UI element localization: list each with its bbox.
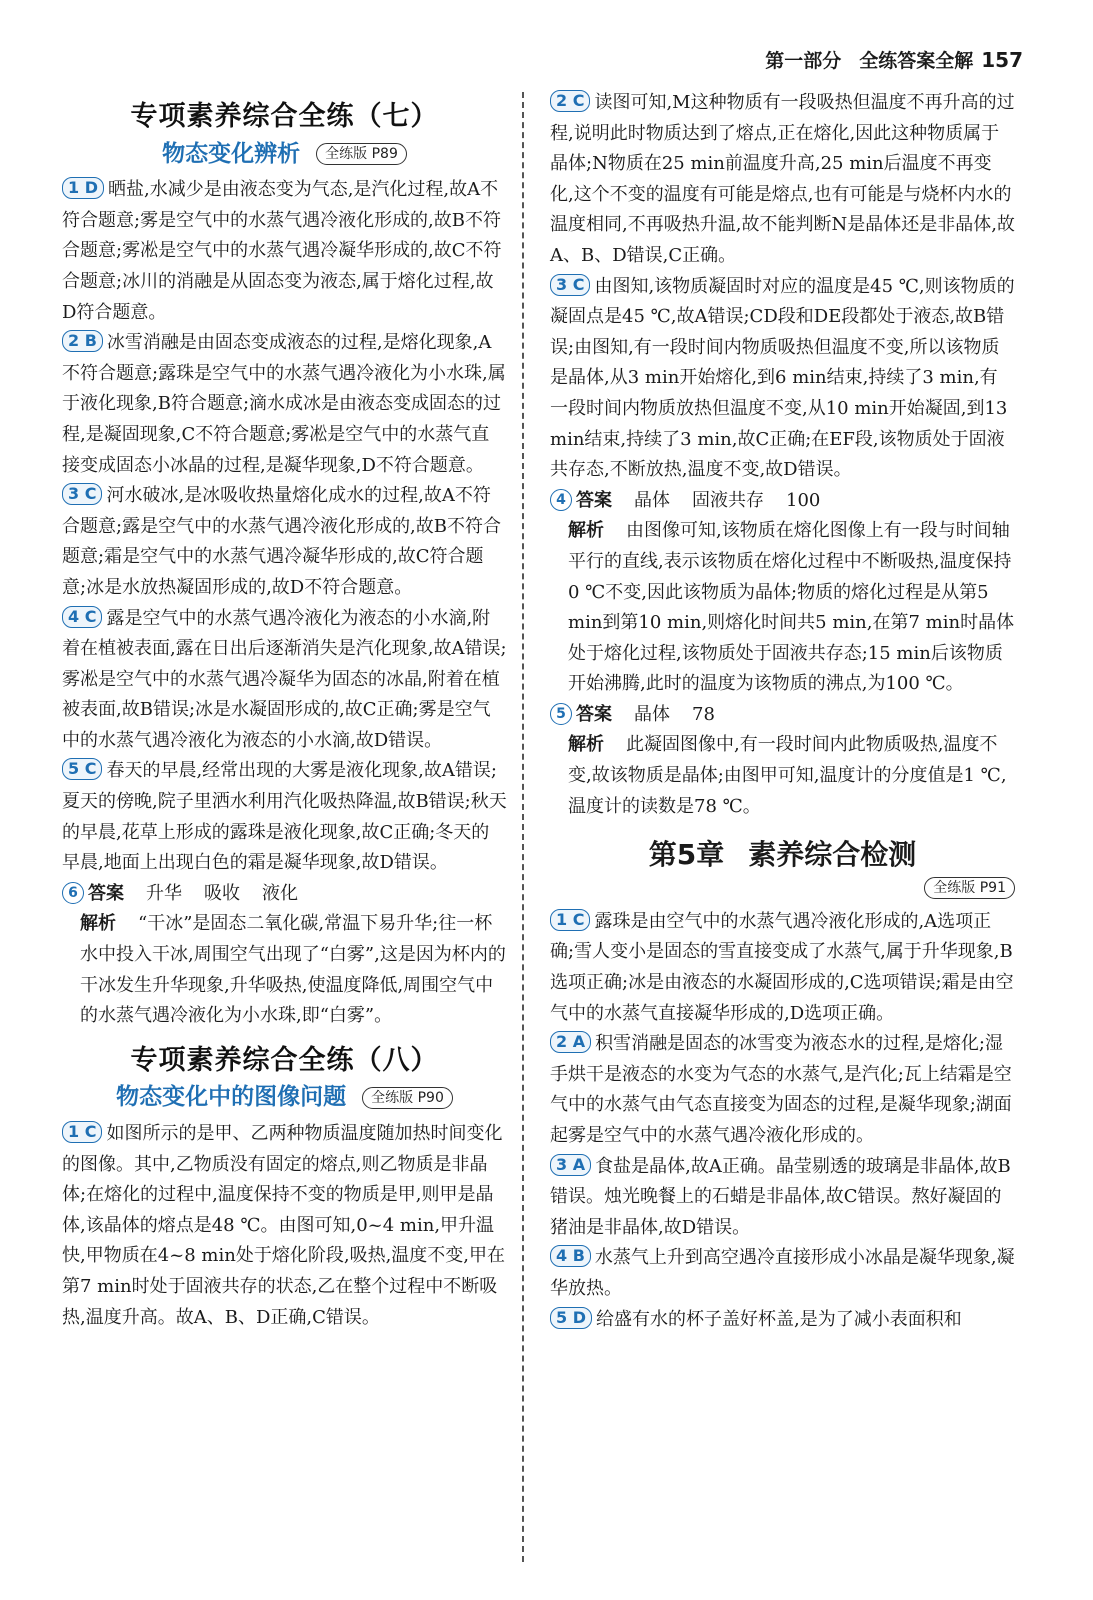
chapter-name: 素养综合检测	[748, 838, 917, 872]
answer-text: 水蒸气上升到高空遇冷直接形成小冰晶是凝华现象,凝华放热。	[550, 1247, 1015, 1299]
explanation-label: 解析	[568, 734, 604, 756]
answer-item-6	[62, 879, 507, 1032]
answer-badge: 4 B	[550, 1245, 591, 1267]
answer-badge: 2 B	[62, 330, 103, 352]
subtitle-row-2	[62, 1082, 507, 1113]
answer-item	[550, 1152, 1015, 1244]
ref-badge-2: 全练版 P90	[362, 1087, 453, 1109]
column-divider	[522, 92, 524, 1562]
answer-item-5	[550, 700, 1015, 822]
answer-badge: 2 A	[550, 1031, 591, 1053]
chapter-number: 第5章	[648, 838, 725, 872]
answer-badge: 5 D	[550, 1307, 592, 1329]
answer-value: 固液共存	[692, 489, 764, 511]
answer-value: 晶体	[634, 489, 670, 511]
ref-badge-1: 全练版 P89	[316, 143, 407, 165]
answer-text: 如图所示的是甲、乙两种物质温度随加热时间变化的图像。其中,乙物质没有固定的熔点,则乙物质是非晶体;在熔化的过程中,温度保持不变的物质是甲,则甲是晶体,该晶体的熔点是48 ℃。由图可知,0~4 min,甲升温快,甲物质在4~8 min处于熔化阶段,吸热,温度不变,甲在第7 min时处于固液共存的状态,乙在整个过程中不断吸热,温度升高。故A、B、D正确,C错误。	[62, 1123, 506, 1328]
answer-badge: 3 A	[550, 1154, 591, 1176]
page-number: 157	[981, 48, 1023, 72]
answer-badge: 2 C	[550, 90, 590, 112]
header-section: 第一部分	[765, 50, 842, 72]
answer-text: 露是空气中的水蒸气遇冷液化为液态的小水滴,附着在植被表面,露在日出后逐渐消失是汽化现象,故A错误;雾凇是空气中的水蒸气遇冷凝华为固态的冰晶,附着在植被表面,故B错误;冰是水凝固形成的,故C正确;雾是空气中的水蒸气遇冷液化为液态的小水滴,故D错误。	[62, 607, 507, 751]
answer-text: 读图可知,M这种物质有一段吸热但温度不再升高的过程,说明此时物质达到了熔点,正在熔化,因此这种物质属于晶体;N物质在25 min前温度升高,25 min后温度不再变化,这个不变的温度有可能是熔点,也有可能是与烧杯内水的温度相同,不再吸热升温,故不能判断N是晶体还是非晶体,故A、B、D错误,C正确。	[550, 92, 1015, 266]
answer-value: 升华	[146, 882, 182, 904]
chapter-title	[550, 840, 1015, 871]
answer-item	[550, 88, 1015, 272]
answer-badge: 1 D	[62, 177, 104, 199]
question-number: 4	[550, 489, 572, 511]
page-header	[765, 46, 1023, 73]
answer-item	[550, 1243, 1015, 1304]
answer-item	[62, 756, 507, 878]
answer-text: 给盛有水的杯子盖好杯盖,是为了减小表面积和	[595, 1308, 962, 1330]
explanation-label: 解析	[80, 913, 116, 935]
answer-value: 晶体	[634, 703, 670, 725]
question-number: 5	[550, 703, 572, 725]
answer-item	[550, 907, 1015, 1029]
answer-text: 露珠是由空气中的水蒸气遇冷液化形成的,A选项正确;雪人变小是固态的雪直接变成了水蒸气,属于升华现象,B选项正确;冰是由液态的水凝固形成的,C选项错误;霜是由空气中的水蒸气直接凝华形成的,D选项正确。	[550, 910, 1014, 1024]
answer-item	[62, 1119, 507, 1333]
explanation-text: “干冰”是固态二氧化碳,常温下易升华;往一杯水中投入干冰,周围空气出现了“白雾”,这是因为杯内的干冰发生升华现象,升华吸热,使温度降低,周围空气中的水蒸气遇冷液化为小水珠,即“白雾”。	[80, 913, 506, 1027]
subtitle-1: 物态变化辨析	[162, 140, 301, 167]
explanation-label: 解析	[568, 520, 604, 542]
answer-item	[62, 175, 507, 328]
ref-row-3	[550, 877, 1015, 899]
answer-badge: 5 C	[62, 758, 102, 780]
answer-badge: 1 C	[62, 1121, 102, 1143]
answer-text: 由图知,该物质凝固时对应的温度是45 ℃,则该物质的凝固点是45 ℃,故A错误;CD段和DE段都处于液态,故B错误;由图知,有一段时间内物质吸热但温度不变,所以该物质是晶体,从3 min开始熔化,到6 min结束,持续了3 min,有一段时间内物质放热但温度不变,从10 min开始凝固,到13 min结束,持续了3 min,故C正确;在EF段,该物质处于固液共存态,不断放热,温度不变,故D错误。	[550, 275, 1015, 481]
answer-text: 河水破冰,是冰吸收热量熔化成水的过程,故A不符合题意;露是空气中的水蒸气遇冷液化形成的,故B不符合题意;霜是空气中的水蒸气遇冷凝华形成的,故C符合题意;冰是水放热凝固形成的,故D不符合题意。	[62, 485, 502, 598]
section-title-7: 专项素养综合全练（七）	[130, 101, 439, 132]
answer-label: 答案	[576, 489, 612, 511]
answer-label: 答案	[576, 703, 612, 725]
answer-label: 答案	[88, 882, 124, 904]
answer-text: 晒盐,水减少是由液态变为气态,是汽化过程,故A不符合题意;雾是空气中的水蒸气遇冷液化形成的,故B不符合题意;雾凇是空气中的水蒸气遇冷凝华形成的,故C不符合题意;冰川的消融是从固态变为液态,属于熔化过程,故D符合题意。	[62, 179, 502, 323]
left-column	[62, 88, 507, 1333]
answer-item-4	[550, 486, 1015, 700]
answer-text: 春天的早晨,经常出现的大雾是液化现象,故A错误;夏天的傍晚,院子里洒水利用汽化吸热降温,故B错误;秋天的早晨,花草上形成的露珠是液化现象,故C正确;冬天的早晨,地面上出现白色的霜是凝华现象,故D错误。	[62, 760, 507, 874]
answer-badge: 3 C	[62, 483, 102, 505]
answer-item	[550, 272, 1015, 486]
answer-item	[550, 1029, 1015, 1151]
answer-text: 积雪消融是固态的冰雪变为液态水的过程,是熔化;湿手烘干是液态的水变为气态的水蒸气,是汽化;瓦上结霜是空气中的水蒸气由气态直接变为固态的过程,是凝华现象;湖面起雾是空气中的水蒸气遇冷液化形成的。	[550, 1033, 1012, 1146]
answer-value: 液化	[262, 882, 298, 904]
question-number: 6	[62, 882, 84, 904]
right-column	[550, 88, 1015, 1335]
subtitle-2: 物态变化中的图像问题	[116, 1084, 347, 1111]
answer-item	[62, 604, 507, 757]
answer-text: 食盐是晶体,故A正确。晶莹剔透的玻璃是非晶体,故B错误。烛光晚餐上的石蜡是非晶体,故C错误。熬好凝固的猪油是非晶体,故D错误。	[550, 1155, 1011, 1238]
answer-item	[550, 1305, 1015, 1336]
answer-value: 吸收	[204, 882, 240, 904]
answer-badge: 4 C	[62, 606, 102, 628]
section-title-8: 专项素养综合全练（八）	[130, 1044, 439, 1076]
explanation-text: 此凝固图像中,有一段时间内此物质吸热,温度不变,故该物质是晶体;由图甲可知,温度计的分度值是1 ℃,温度计的读数是78 ℃。	[568, 734, 1007, 817]
ref-badge-3: 全练版 P91	[924, 877, 1015, 899]
header-part: 全练答案全解	[859, 50, 974, 72]
answer-badge: 1 C	[550, 909, 590, 931]
answer-value: 78	[692, 703, 715, 725]
subtitle-row-1	[62, 139, 507, 170]
answer-item	[62, 481, 507, 603]
explanation-text: 由图像可知,该物质在熔化图像上有一段与时间轴平行的直线,表示该物质在熔化过程中不断吸热,温度保持0 ℃不变,因此该物质为晶体;物质的熔化过程是从第5 min到第10 min,则熔化时间共5 min,在第7 min时晶体处于熔化过程,该物质处于固液共存态;15 min后该物质开始沸腾,此时的温度为该物质的沸点,为100 ℃。	[568, 520, 1015, 695]
answer-badge: 3 C	[550, 274, 590, 296]
answer-text: 冰雪消融是由固态变成液态的过程,是熔化现象,A不符合题意;露珠是空气中的水蒸气遇冷液化为小水珠,属于液化现象,B符合题意;滴水成冰是由液态变成固态的过程,是凝固现象,C不符合题意;雾凇是空气中的水蒸气直接变成固态小冰晶的过程,是凝华现象,D不符合题意。	[62, 332, 506, 476]
answer-value: 100	[786, 489, 821, 511]
answer-item	[62, 328, 507, 481]
